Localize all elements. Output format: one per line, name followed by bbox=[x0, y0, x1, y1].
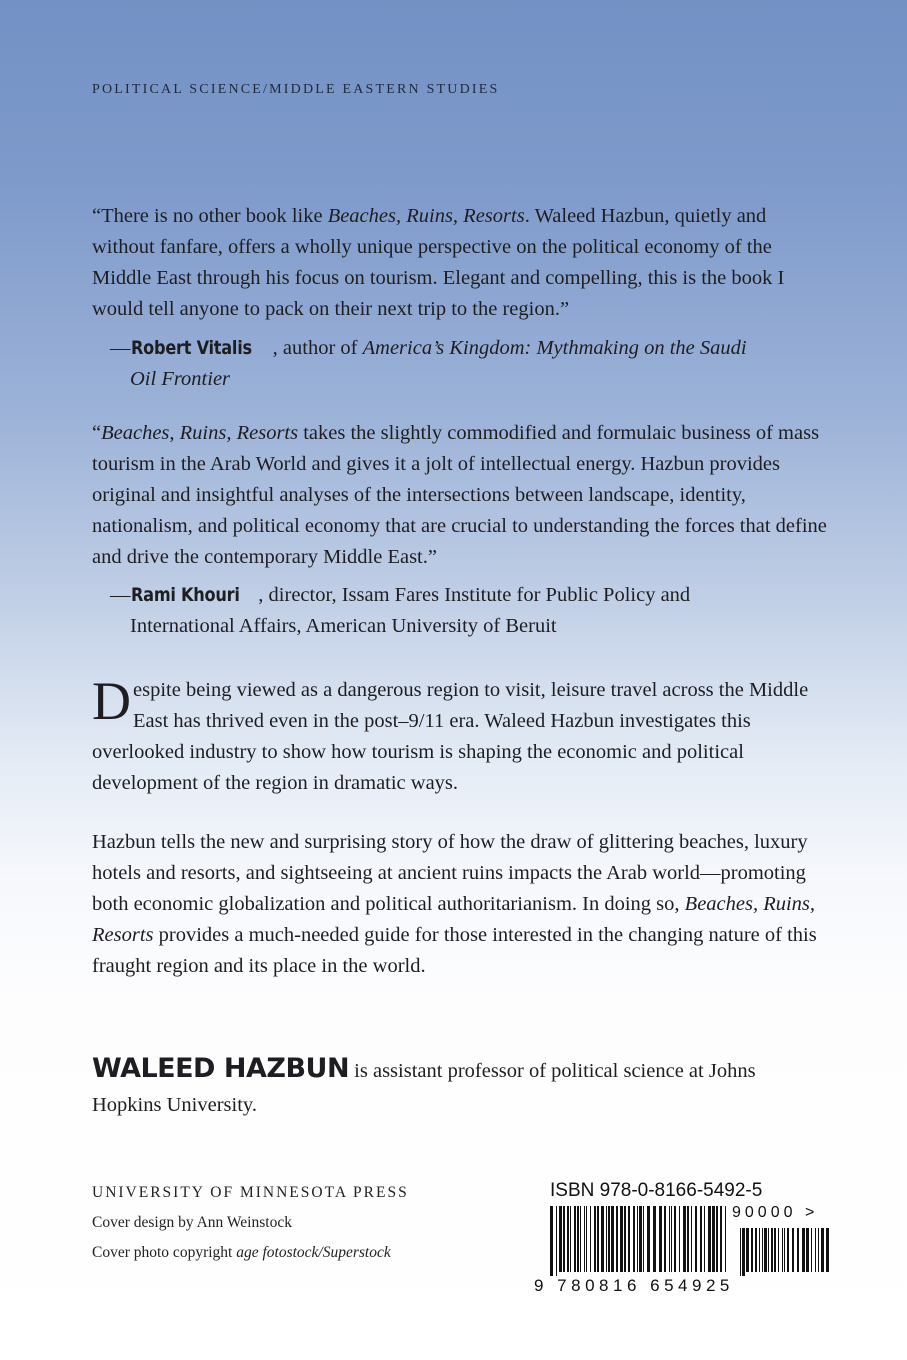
barcode-bar bbox=[762, 1228, 763, 1272]
barcode-bar bbox=[628, 1206, 630, 1272]
description-1-text: espite being viewed as a dangerous region to visit, leisure travel across the Middle East has thrived even in the post–9/11 era. Waleed Hazbun investigates this overlooked industry to show how tourism is shaping the economic and political development of the region in dramatic ways. bbox=[92, 679, 809, 794]
endorsement-attribution-1 bbox=[92, 333, 827, 395]
quote-2-open: “ bbox=[92, 422, 102, 444]
barcode-bar bbox=[811, 1228, 812, 1272]
drop-cap: D bbox=[92, 671, 131, 731]
barcode-bar bbox=[647, 1206, 650, 1272]
press-credits bbox=[92, 1178, 409, 1268]
barcode-bar bbox=[720, 1206, 722, 1272]
barcode-bar bbox=[671, 1206, 672, 1272]
publisher-name: UNIVERSITY OF MINNESOTA PRESS bbox=[92, 1184, 409, 1201]
barcode-bar bbox=[620, 1206, 623, 1272]
photo-credit-prefix: Cover photo copyright bbox=[92, 1244, 237, 1261]
barcode-bar bbox=[774, 1228, 776, 1272]
barcode-bar bbox=[742, 1228, 745, 1276]
barcode-bar bbox=[704, 1206, 705, 1272]
quote-1-book-title: Beaches, Ruins, Resorts bbox=[327, 205, 525, 227]
barcode-bar bbox=[826, 1228, 829, 1272]
barcode-bar bbox=[787, 1228, 789, 1272]
quote-1-work-line1: America’s Kingdom: Mythmaking on the Saudi bbox=[362, 337, 747, 359]
barcode-bar bbox=[580, 1206, 581, 1272]
barcode-bar bbox=[700, 1206, 702, 1272]
barcode-bar bbox=[586, 1206, 587, 1272]
barcode-bar bbox=[606, 1206, 607, 1272]
barcode-bar bbox=[624, 1206, 626, 1272]
barcode-bar bbox=[674, 1206, 676, 1272]
barcode-bar bbox=[740, 1228, 741, 1276]
description-2-text-b: provides a much-needed guide for those interested in the changing nature of this fraught region and its place in the world. bbox=[92, 924, 817, 977]
barcode-bar bbox=[608, 1206, 610, 1272]
barcode-bar bbox=[639, 1206, 642, 1272]
barcode-bar bbox=[691, 1206, 692, 1272]
barcode-bar bbox=[550, 1206, 553, 1276]
endorsement-quote-2 bbox=[92, 418, 827, 573]
barcode-bar bbox=[584, 1206, 585, 1272]
author-bio bbox=[92, 1052, 827, 1122]
addon-barcode-bars bbox=[740, 1228, 832, 1298]
isbn-barcode bbox=[534, 1180, 852, 1300]
barcode-bar bbox=[611, 1206, 614, 1272]
barcode-bar bbox=[782, 1228, 783, 1272]
barcode-bar bbox=[802, 1228, 805, 1272]
barcode-bar bbox=[771, 1228, 773, 1272]
quote-1-name: Robert Vitalis bbox=[130, 337, 252, 359]
quote-2-dash: — bbox=[110, 584, 131, 606]
quote-2-text: takes the slightly commodified and formulaic business of mass tourism in the Arab World and gives it a jolt of intellectual energy. Hazbun provides original and insightful analyses of the intersections between landscape, identity, nationalism, and political economy that are crucial to understanding the forces that define and drive the contemporary Middle East.” bbox=[92, 422, 827, 568]
photo-credit-source: age fotostock/Superstock bbox=[236, 1244, 391, 1261]
barcode-bar bbox=[556, 1206, 557, 1276]
quote-2-role-line2: International Affairs, American University of Beruit bbox=[130, 615, 557, 637]
quote-2-book-title: Beaches, Ruins, Resorts bbox=[101, 422, 299, 444]
author-name: WALEED HAZBUN bbox=[92, 1053, 350, 1084]
ean-digits: 9 780816 654925 bbox=[534, 1276, 734, 1295]
barcode-bar bbox=[594, 1206, 596, 1272]
barcode-bar bbox=[570, 1206, 571, 1272]
barcode-bar bbox=[601, 1206, 604, 1272]
author-bio-text: is assistant professor of political science at Johns Hopkins University. bbox=[92, 1060, 756, 1116]
barcode-bar bbox=[821, 1228, 824, 1272]
barcode-bar bbox=[815, 1228, 816, 1272]
barcode-bar bbox=[806, 1228, 809, 1272]
barcode-bar bbox=[778, 1228, 779, 1272]
quote-1-dash: — bbox=[110, 337, 131, 359]
isbn-label: ISBN 978-0-8166-5492-5 bbox=[550, 1180, 763, 1201]
cover-photo-credit bbox=[92, 1238, 409, 1268]
barcode-bar bbox=[784, 1228, 785, 1272]
barcode-bar bbox=[764, 1228, 767, 1272]
barcode-bar bbox=[577, 1206, 579, 1272]
barcode-bar bbox=[792, 1228, 794, 1272]
barcode-bar bbox=[759, 1228, 760, 1272]
barcode-bar bbox=[559, 1206, 562, 1272]
barcode-bar bbox=[653, 1206, 656, 1272]
barcode-bar bbox=[590, 1206, 591, 1272]
barcode-bar bbox=[751, 1228, 753, 1272]
barcode-bar bbox=[616, 1206, 618, 1272]
barcode-bar bbox=[637, 1206, 638, 1272]
barcode-bar bbox=[695, 1206, 697, 1272]
barcode-bar bbox=[818, 1228, 819, 1272]
ean-barcode-bars bbox=[550, 1206, 730, 1276]
barcode-bar bbox=[683, 1206, 686, 1272]
barcode-bar bbox=[797, 1228, 799, 1272]
description-2-book-title: Beaches, Ruins, Resorts bbox=[92, 893, 816, 946]
quote-1-open: “There is no other book like bbox=[92, 205, 328, 227]
barcode-bar bbox=[574, 1206, 576, 1272]
barcode-bar bbox=[659, 1206, 662, 1272]
quote-2-name: Rami Khouri bbox=[130, 584, 240, 606]
endorsement-quote-1 bbox=[92, 201, 827, 325]
barcode-bar bbox=[746, 1228, 749, 1272]
barcode-bar bbox=[725, 1206, 726, 1272]
barcode-bar bbox=[664, 1206, 666, 1272]
barcode-bar bbox=[768, 1228, 769, 1272]
barcode-bar bbox=[716, 1206, 718, 1272]
quote-2-role-line1: , director, Issam Fares Institute for Public Policy and bbox=[258, 584, 691, 606]
description-2-text-a: Hazbun tells the new and surprising story of how the draw of glittering beaches, luxury hotels and resorts, and sightseeing at ancient ruins impacts the Arab world—promoting both economic globalization and political authoritarianism. In doing so, bbox=[92, 831, 808, 915]
category-label: POLITICAL SCIENCE/MIDDLE EASTERN STUDIES bbox=[92, 82, 500, 97]
barcode-bar bbox=[633, 1206, 635, 1272]
quote-1-work-line2: Oil Frontier bbox=[130, 368, 231, 390]
description-paragraph-2 bbox=[92, 827, 827, 982]
barcode-bar bbox=[567, 1206, 569, 1272]
price-code: 90000 > bbox=[732, 1204, 819, 1221]
barcode-bar bbox=[643, 1206, 644, 1272]
quote-1-text: . Waleed Hazbun, quietly and without fanfare, offers a wholly unique perspective on the political economy of the Middle East through his focus on tourism. Elegant and compelling, this is the book I would tell anyone to pack on their next trip to the region.” bbox=[92, 205, 785, 320]
endorsement-attribution-2 bbox=[92, 580, 827, 642]
barcode-bar bbox=[679, 1206, 680, 1272]
cover-design-credit: Cover design by Ann Weinstock bbox=[92, 1214, 292, 1231]
barcode-bar bbox=[755, 1228, 757, 1272]
barcode-bar bbox=[708, 1206, 711, 1272]
quote-1-role: , author of bbox=[272, 337, 363, 359]
barcode-bar bbox=[597, 1206, 599, 1272]
description-paragraph-1 bbox=[92, 671, 827, 799]
barcode-bar bbox=[712, 1206, 715, 1272]
barcode-bar bbox=[669, 1206, 670, 1272]
barcode-bar bbox=[687, 1206, 689, 1272]
barcode-bar bbox=[563, 1206, 565, 1272]
